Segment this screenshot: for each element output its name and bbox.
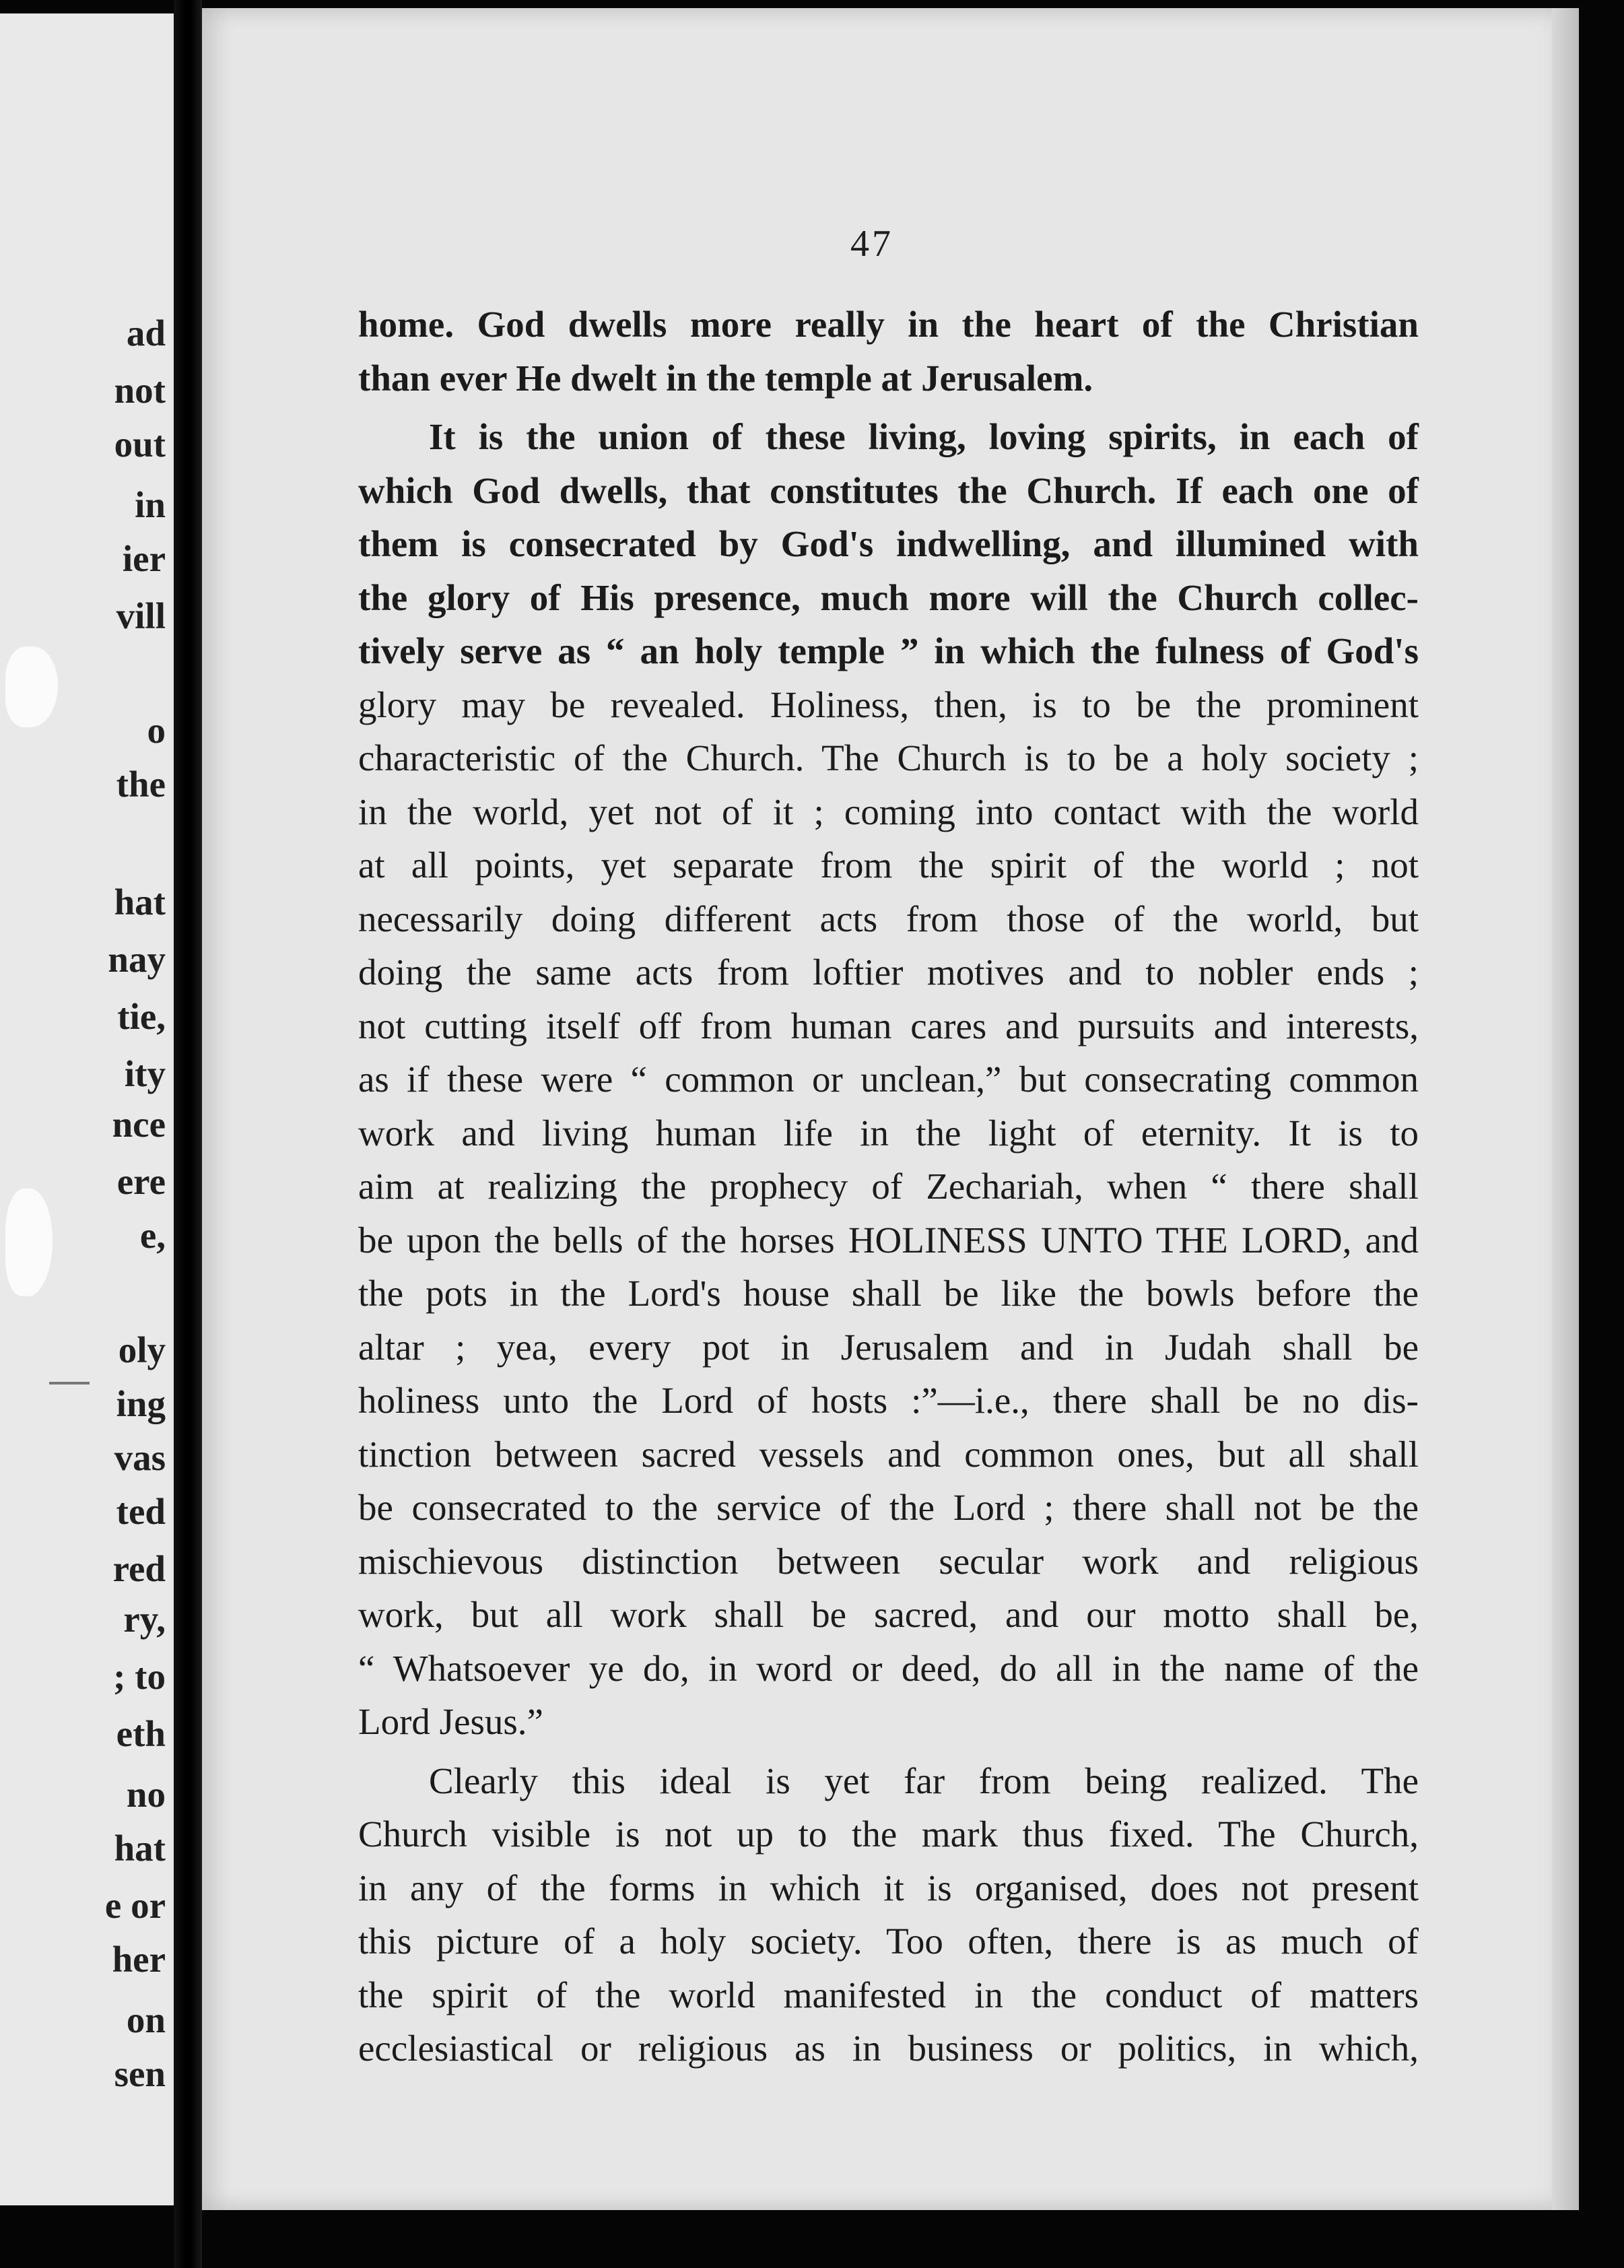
page-number: 47: [850, 223, 893, 265]
text-line: the pots in the Lord's house shall be like the bowls before the: [358, 1273, 1419, 1314]
facing-page-fragment: ing: [116, 1383, 166, 1424]
torn-paper-patch: [5, 646, 58, 727]
facing-page-fragment: not: [114, 370, 166, 411]
facing-page-fragment: in: [135, 484, 166, 525]
facing-page-fragment: eth: [116, 1713, 166, 1754]
text-line: the glory of His presence, much more will the Church collec-: [358, 576, 1419, 618]
text-line: characteristic of the Church. The Church is to be a holy society ;: [358, 737, 1419, 778]
text-line: this picture of a holy society. Too often, there is as much of: [358, 1921, 1419, 1962]
facing-page-fragment: o: [147, 710, 166, 751]
facing-page-fragment: ier: [122, 538, 166, 579]
facing-page-fragment: vas: [114, 1437, 166, 1478]
torn-paper-patch: [5, 1189, 53, 1296]
book-page: [202, 8, 1579, 2210]
text-line: Lord Jesus.”: [358, 1701, 543, 1742]
text-line: It is the union of these living, loving spirits, in each of: [429, 416, 1419, 457]
facing-page-fragment: ity: [124, 1053, 166, 1094]
book-gutter: [174, 0, 202, 2268]
text-line: tively serve as “ an holy temple ” in which the fulness of God's: [358, 630, 1419, 671]
facing-page-fragment: ; to: [113, 1656, 166, 1697]
text-line: in the world, yet not of it ; coming into contact with the world: [358, 791, 1419, 832]
facing-page-fragment: ry,: [123, 1599, 166, 1640]
facing-page-fragment: tie,: [117, 996, 166, 1037]
facing-page-fragment: her: [112, 1939, 166, 1980]
facing-page-fragment: red: [112, 1548, 166, 1589]
text-line: ecclesiastical or religious as in business or politics, in which,: [358, 2028, 1419, 2069]
text-line: glory may be revealed. Holiness, then, is to be the prominent: [358, 683, 1419, 725]
facing-page-fragment: on: [126, 1999, 166, 2040]
text-line: not cutting itself off from human cares and pursuits and interests,: [358, 1005, 1419, 1046]
facing-page-left: [0, 13, 174, 2205]
text-line: “ Whatsoever ye do, in word or deed, do all in the name of the: [358, 1647, 1419, 1689]
margin-mark: [49, 1382, 90, 1385]
text-line: in any of the forms in which it is organised, does not present: [358, 1867, 1419, 1908]
paragraph-gap: [358, 1749, 1419, 1754]
text-line: them is consecrated by God's indwelling, and illumined with: [358, 523, 1419, 564]
facing-page-fragment: sen: [114, 2053, 166, 2094]
facing-page-fragment: out: [114, 424, 166, 465]
text-line: which God dwells, that constitutes the Church. If each one of: [358, 469, 1419, 511]
text-line: than ever He dwelt in the temple at Jerusalem.: [358, 357, 1093, 399]
page-edge: [1552, 8, 1579, 2210]
facing-page-fragment: ted: [116, 1491, 166, 1532]
facing-page-fragment: nce: [112, 1104, 166, 1145]
text-line: the spirit of the world manifested in the conduct of matters: [358, 1974, 1419, 2015]
text-line: necessarily doing different acts from those of the world, but: [358, 898, 1419, 939]
text-line: tinction between sacred vessels and common ones, but all shall: [358, 1433, 1419, 1475]
facing-page-fragment: ad: [126, 312, 166, 354]
facing-page-fragment: e,: [139, 1215, 166, 1256]
text-line: as if these were “ common or unclean,” but consecrating common: [358, 1059, 1419, 1100]
text-line: doing the same acts from loftier motives and to nobler ends ;: [358, 952, 1419, 993]
text-line: home. God dwells more really in the heart of the Christian: [358, 304, 1419, 345]
text-line: altar ; yea, every pot in Jerusalem and in Judah shall be: [358, 1326, 1419, 1368]
facing-page-fragment: vill: [116, 595, 166, 636]
text-line: aim at realizing the prophecy of Zechariah, when “ there shall: [358, 1166, 1419, 1207]
text-line: work and living human life in the light of eternity. It is to: [358, 1112, 1419, 1154]
facing-page-fragment: hat: [114, 881, 166, 923]
text-line: be upon the bells of the horses HOLINESS UNTO THE LORD, and: [358, 1219, 1419, 1261]
paragraph-gap: [358, 405, 1419, 410]
facing-page-fragment: nay: [108, 939, 166, 980]
facing-page-fragment: oly: [118, 1329, 166, 1370]
text-line: be consecrated to the service of the Lord ; there shall not be the: [358, 1487, 1419, 1528]
text-line: holiness unto the Lord of hosts :”—i.e., there shall be no dis-: [358, 1380, 1419, 1421]
body-text: [358, 298, 1419, 2075]
text-line: Clearly this ideal is yet far from being realized. The: [429, 1760, 1419, 1801]
text-line: mischievous distinction between secular work and religious: [358, 1540, 1419, 1582]
facing-page-fragment: no: [126, 1774, 166, 1815]
text-line: at all points, yet separate from the spirit of the world ; not: [358, 844, 1419, 886]
text-line: Church visible is not up to the mark thus fixed. The Church,: [358, 1813, 1419, 1855]
facing-page-fragment: hat: [114, 1828, 166, 1869]
facing-page-fragment: e or: [104, 1885, 166, 1926]
text-line: work, but all work shall be sacred, and our motto shall be,: [358, 1594, 1419, 1635]
facing-page-fragment: the: [116, 764, 166, 805]
facing-page-fragment: ere: [116, 1161, 166, 1202]
